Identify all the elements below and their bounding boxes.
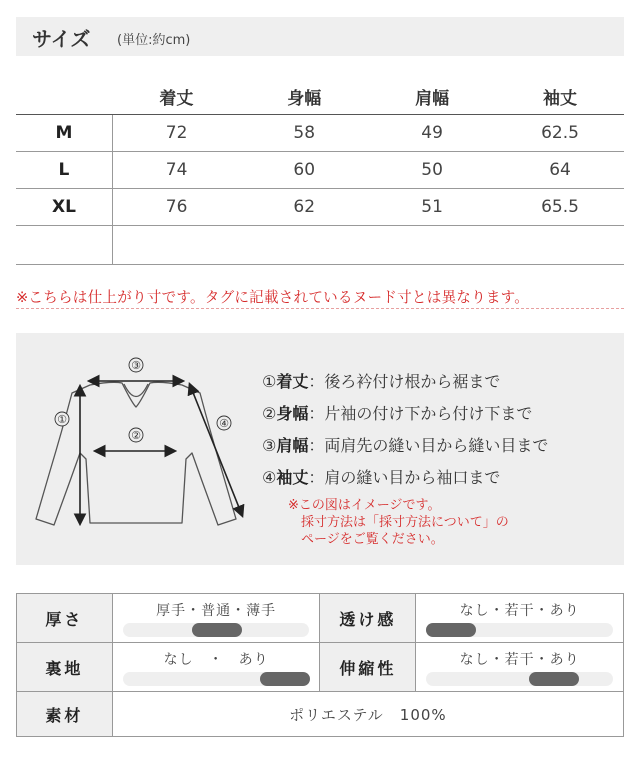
measurement-desc: ：後ろ衿付け根から裾まで [308,372,501,391]
table-row [16,189,624,226]
stretch-scale [426,672,613,686]
size-table-header-row [16,78,624,115]
size-section-header [16,17,624,56]
size-table [16,78,624,265]
attr-thickness [112,594,320,643]
measurement-name: 着丈 [276,372,309,391]
garment-diagram [32,351,252,551]
size-label-empty [16,226,112,265]
sleeve-arrow [190,385,242,515]
col-header-length: 着丈 [112,78,240,115]
measurement-desc: ：片袖の付け下から付け下まで [308,404,533,423]
lining-indicator [260,672,310,686]
table-cell-empty [112,226,240,265]
measurement-body-width [262,401,532,424]
thickness-options: 厚手・普通・薄手 [156,603,277,619]
table-cell: 62 [240,189,368,226]
col-header-body-width: 身幅 [240,78,368,115]
table-row [16,152,624,189]
table-cell: 72 [112,115,240,152]
lining-options: なし ・ あり [163,652,269,668]
thickness-indicator [192,623,242,637]
stretch-indicator [529,672,579,686]
lining-scale [123,672,310,686]
measurement-name: 肩幅 [276,436,309,455]
measurement-num: ③ [262,436,277,455]
measurement-name: 袖丈 [276,468,309,487]
diagram-disclaimer [288,497,509,548]
table-cell-empty [368,226,496,265]
sheerness-scale [426,623,613,637]
disclaimer-line: 採寸方法は「採寸方法について」の [301,515,509,530]
marker-2: ② [131,429,141,442]
table-cell: 50 [368,152,496,189]
table-cell-empty [496,226,624,265]
attr-stretch [416,643,624,692]
table-cell: 74 [112,152,240,189]
size-label: XL [16,189,112,226]
marker-3: ③ [131,359,141,372]
measurement-sleeve [262,465,500,488]
table-cell-empty [240,226,368,265]
attr-lining [112,643,320,692]
attr-label-thickness: 厚さ [17,594,113,643]
table-row [16,115,624,152]
measurement-diagram [16,333,624,565]
marker-4: ④ [219,417,229,430]
measurement-desc: ：両肩先の縫い目から縫い目まで [308,436,549,455]
shirt-outline [36,382,236,525]
measurement-name: 身幅 [276,404,309,423]
table-row-empty [16,226,624,265]
fabric-attributes-table [16,593,624,737]
table-cell: 64 [496,152,624,189]
attr-label-lining: 裏地 [17,643,113,692]
measurement-num: ② [262,404,277,423]
attr-row [17,643,624,692]
col-header-shoulder: 肩幅 [368,78,496,115]
measurement-length [262,369,500,392]
attr-row [17,692,624,737]
note-divider [16,308,624,309]
header-blank [16,78,112,115]
measurement-desc: ：肩の縫い目から袖口まで [308,468,501,487]
measurement-num: ④ [262,468,277,487]
measurement-shoulder [262,433,548,456]
size-label: L [16,152,112,189]
section-title: サイズ [32,27,91,51]
disclaimer-line: ページをご覧ください。 [301,532,444,547]
table-cell: 60 [240,152,368,189]
table-cell: 49 [368,115,496,152]
disclaimer-line: ※この図はイメージです。 [288,498,441,513]
thickness-scale [123,623,310,637]
material-value: ポリエステル 100% [112,692,623,737]
table-cell: 51 [368,189,496,226]
stretch-options: なし・若干・あり [459,652,580,668]
finished-size-note: ※こちらは仕上がり寸です。タグに記載されているヌード寸とは異なります。 [16,289,530,306]
table-cell: 62.5 [496,115,624,152]
table-cell: 76 [112,189,240,226]
table-cell: 58 [240,115,368,152]
table-cell: 65.5 [496,189,624,226]
attr-label-stretch: 伸縮性 [320,643,416,692]
sheerness-indicator [426,623,476,637]
measurement-num: ① [262,372,277,391]
sheerness-options: なし・若干・あり [459,603,580,619]
unit-label: (単位:約cm) [117,33,191,48]
size-label: M [16,115,112,152]
col-header-sleeve: 袖丈 [496,78,624,115]
attr-label-sheerness: 透け感 [320,594,416,643]
attr-sheerness [416,594,624,643]
marker-1: ① [57,413,67,426]
attr-label-material: 素材 [17,692,113,737]
attr-row [17,594,624,643]
